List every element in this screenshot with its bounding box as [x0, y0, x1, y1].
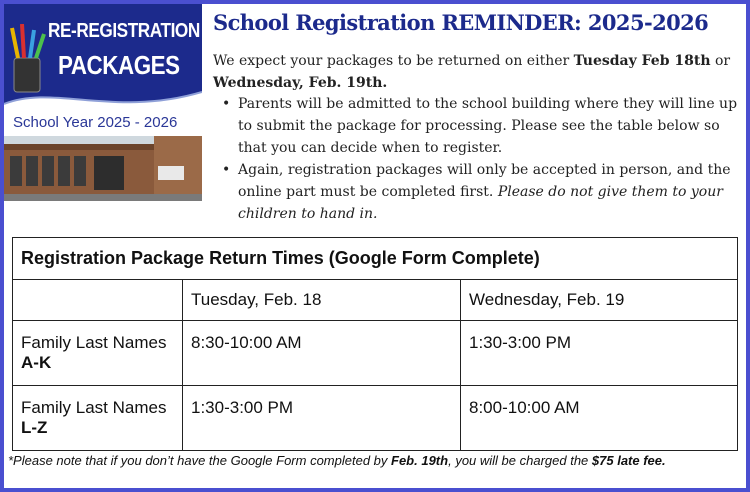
table-caption: Registration Package Return Times (Google Form Complete): [13, 238, 738, 280]
page-title: School Registration REMINDER: 2025-2026: [213, 10, 709, 35]
footnote-date: Feb. 19th: [391, 453, 449, 468]
row-label-range: A-K: [21, 353, 52, 372]
intro-date-1: Tuesday Feb 18th: [573, 53, 711, 69]
school-building-photo: [4, 136, 202, 201]
intro-date-2: Wednesday, Feb. 19th.: [213, 75, 388, 91]
banner-image: [4, 4, 202, 201]
table-header-cell: Wednesday, Feb. 19: [461, 280, 738, 321]
intro-paragraph: [213, 50, 733, 94]
table-row: [13, 321, 738, 386]
tuesday-time: 1:30-3:00 PM: [183, 386, 461, 451]
list-item: [220, 93, 738, 159]
return-times-table: [12, 237, 738, 451]
row-label: [13, 386, 183, 451]
footnote-fee: $75 late fee.: [591, 453, 666, 468]
intro-text-2: or: [710, 53, 731, 69]
list-item: [220, 159, 738, 225]
tuesday-time: 8:30-10:00 AM: [183, 321, 461, 386]
row-label-range: L-Z: [21, 418, 48, 437]
table-header-cell: Tuesday, Feb. 18: [183, 280, 461, 321]
row-label: [13, 321, 183, 386]
list-item-text: Again, registration packages will only be accepted in person, and the online part must be completed first.: [238, 162, 731, 200]
list-item-text: Parents will be admitted to the school building where they will line up to submit the package for processing. Please see the table below so that you can decide when to register.: [238, 96, 738, 156]
banner-title-line2: PACKAGES: [58, 50, 180, 80]
row-label-text: Family Last Names: [21, 333, 167, 352]
wednesday-time: 1:30-3:00 PM: [461, 321, 738, 386]
row-label-text: Family Last Names: [21, 398, 167, 417]
table-row: [13, 386, 738, 451]
banner-school-year: School Year 2025 - 2026: [13, 114, 178, 131]
instruction-list: [220, 93, 738, 225]
banner-title-line1: RE-REGISTRATION: [48, 20, 200, 42]
intro-text-1: We expect your packages to be returned on either: [213, 53, 574, 69]
footnote: [8, 453, 666, 468]
table-header-cell: [13, 280, 183, 321]
wednesday-time: 8:00-10:00 AM: [461, 386, 738, 451]
list-item-italic: Please do not give them to your children to hand in.: [238, 184, 723, 222]
footnote-text-2: , you will be charged the: [448, 453, 592, 468]
footnote-text-1: *Please note that if you don’t have the Google Form completed by: [8, 453, 392, 468]
table-header-row: [13, 280, 738, 321]
